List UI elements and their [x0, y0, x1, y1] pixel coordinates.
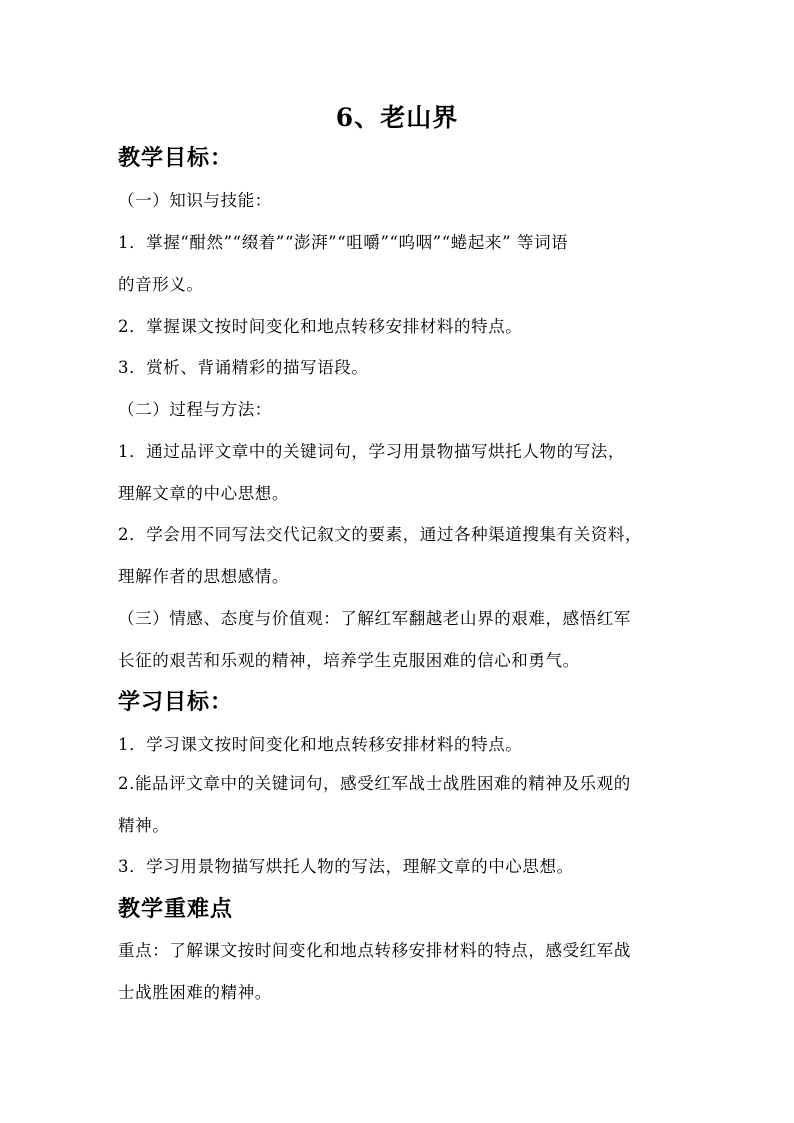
knowledge-item-1-line-2: 的音形义。 [118, 275, 204, 294]
key-point-line-2: 士战胜困难的精神。 [118, 983, 272, 1002]
emotion-attitude-line-1: （三）情感、态度与价值观：了解红军翻越老山界的艰难，感悟红军 [118, 609, 631, 628]
learning-goals-heading: 学习目标： [118, 689, 234, 715]
learning-item-2-line-1: 2.能品评文章中的关键词句，感受红军战士战胜困难的精神及乐观的 [118, 774, 631, 793]
learning-item-3: 3．学习用景物描写烘托人物的写法，理解文章的中心思想。 [118, 857, 574, 876]
teaching-goals-heading: 教学目标： [118, 145, 234, 171]
emotion-attitude-line-2: 长征的艰苦和乐观的精神，培养学生克服困难的信心和勇气。 [118, 651, 580, 670]
knowledge-item-3: 3．赏析、背诵精彩的描写语段。 [118, 358, 369, 377]
knowledge-item-2: 2．掌握课文按时间变化和地点转移安排材料的特点。 [118, 317, 523, 336]
process-method-heading: （二）过程与方法： [118, 400, 272, 419]
key-difficult-heading: 教学重难点 [118, 896, 234, 922]
learning-item-1: 1．学习课文按时间变化和地点转移安排材料的特点。 [118, 735, 523, 754]
knowledge-item-1-line-1: 1．掌握“酣然”“缀着”“澎湃”“咀嚼”“呜咽”“蜷起来” 等词语 [118, 233, 569, 252]
process-item-1-line-1: 1．通过品评文章中的关键词句，学习用景物描写烘托人物的写法， [118, 442, 625, 461]
knowledge-skills-heading: （一）知识与技能： [118, 191, 272, 210]
process-item-2-line-1: 2．学会用不同写法交代记叙文的要素，通过各种渠道搜集有关资料， [118, 525, 643, 544]
page-title: 6、老山界 [335, 103, 459, 132]
key-point-line-1: 重点：了解课文按时间变化和地点转移安排材料的特点，感受红军战 [118, 941, 631, 960]
process-item-1-line-2: 理解文章的中心思想。 [118, 484, 289, 503]
learning-item-2-line-2: 精神。 [118, 816, 170, 835]
process-item-2-line-2: 理解作者的思想感情。 [118, 567, 289, 586]
